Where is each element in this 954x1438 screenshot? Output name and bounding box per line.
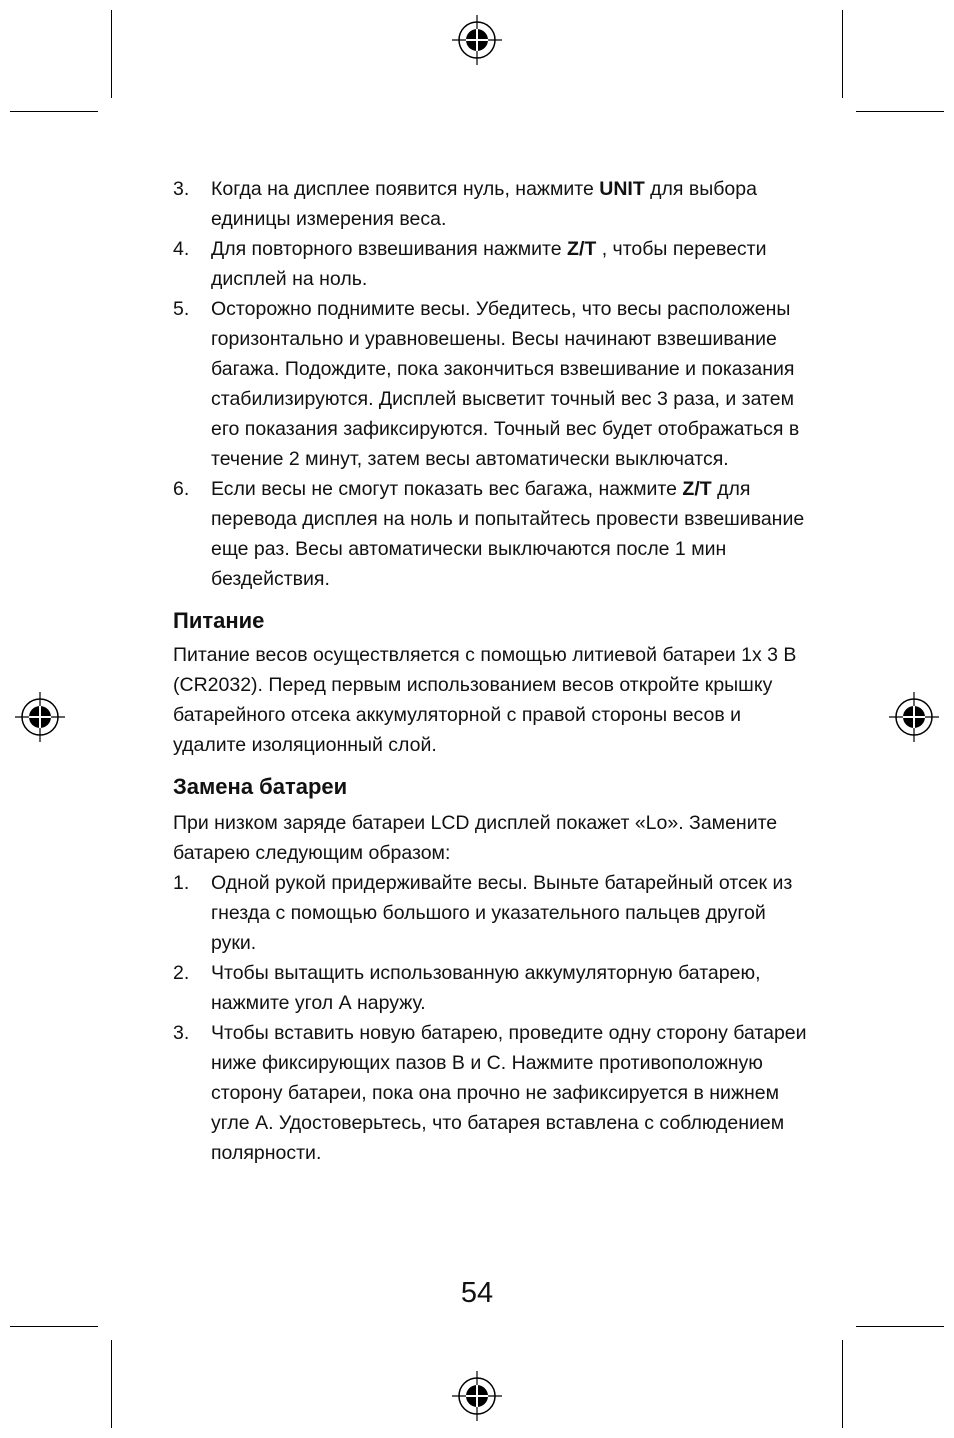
list-item-text: Чтобы вытащить использованную аккумуляторную батарею, нажмите угол А наружу. xyxy=(211,962,761,1014)
list-item-text: Одной рукой придерживайте весы. Выньте батарейный отсек из гнезда с помощью большого и указательного пальцев другой руки. xyxy=(211,872,793,954)
list-item xyxy=(173,174,813,234)
key-name: Z/T xyxy=(682,478,712,500)
list-item xyxy=(173,1018,813,1168)
section-heading-power: Питание xyxy=(173,608,265,633)
list-item-text: для выбора единицы измерения веса. xyxy=(211,178,757,230)
list-item-number: 2. xyxy=(173,962,190,984)
list-item-text: Осторожно поднимите весы. Убедитесь, что весы расположены горизонтально и уравновешены. Весы начинают взвешивание багажа. Подождите, пока закончиться взвешивание и показания стабилизируются. Дисплей высветит точный вес 3 раза, и затем его показания зафиксируются. Точный вес будет отображаться в течение 2 минут, затем весы автоматически выключатся. xyxy=(211,298,800,470)
registration-mark-icon xyxy=(452,1371,502,1421)
list-item-text: Когда на дисплее появится нуль, нажмите xyxy=(211,178,600,200)
page-number: 54 xyxy=(460,1277,494,1309)
list-item-text: Чтобы вставить новую батарею, проведите одну сторону батареи ниже фиксирующих пазов В и С. Нажмите противоположную сторону батареи, пока она прочно не зафиксируется в нижнем угле А. Удостоверьтесь, что батарея вставлена с соблюдением полярности. xyxy=(211,1022,807,1164)
registration-mark-icon xyxy=(15,692,65,742)
list-item-number: 6. xyxy=(173,478,190,500)
registration-mark-icon xyxy=(452,15,502,65)
crop-mark xyxy=(10,111,98,112)
crop-mark xyxy=(111,10,112,98)
crop-mark xyxy=(10,1326,98,1327)
registration-mark-icon xyxy=(889,692,939,742)
crop-mark xyxy=(842,1340,843,1428)
section-heading-battery: Замена батареи xyxy=(173,774,348,799)
list-item-text: для перевода дисплея на ноль и попытайтесь провести взвешивание еще раз. Весы автоматически выключаются после 1 мин бездействия. xyxy=(211,478,805,590)
list-item xyxy=(173,294,813,474)
list-item-text: Для повторного взвешивания нажмите xyxy=(211,238,568,260)
list-item-number: 3. xyxy=(173,1022,190,1044)
list-item xyxy=(173,868,813,958)
battery-intro: При низком заряде батареи LCD дисплей покажет «Lo». Замените батарею следующим образом: xyxy=(173,812,778,864)
list-item xyxy=(173,958,813,1018)
page-content xyxy=(173,174,813,1168)
crop-mark xyxy=(856,111,944,112)
crop-mark xyxy=(842,10,843,98)
power-paragraph: Питание весов осуществляется с помощью литиевой батареи 1x 3 В (CR2032). Перед первым использованием весов откройте крышку батарейного отсека аккумуляторной с правой стороны весов и удалите изоляционный слой. xyxy=(173,644,797,756)
list-item-number: 4. xyxy=(173,238,190,260)
list-item xyxy=(173,474,813,594)
key-name: Z/T xyxy=(567,238,597,260)
crop-mark xyxy=(111,1340,112,1428)
list-item-number: 3. xyxy=(173,178,190,200)
list-item xyxy=(173,234,813,294)
list-item-text: Если весы не смогут показать вес багажа, нажмите xyxy=(211,478,683,500)
list-item-number: 1. xyxy=(173,872,190,894)
key-name: UNIT xyxy=(599,178,645,200)
crop-mark xyxy=(856,1326,944,1327)
list-item-number: 5. xyxy=(173,298,190,320)
list-item-text: , чтобы перевести дисплей на ноль. xyxy=(211,238,767,290)
